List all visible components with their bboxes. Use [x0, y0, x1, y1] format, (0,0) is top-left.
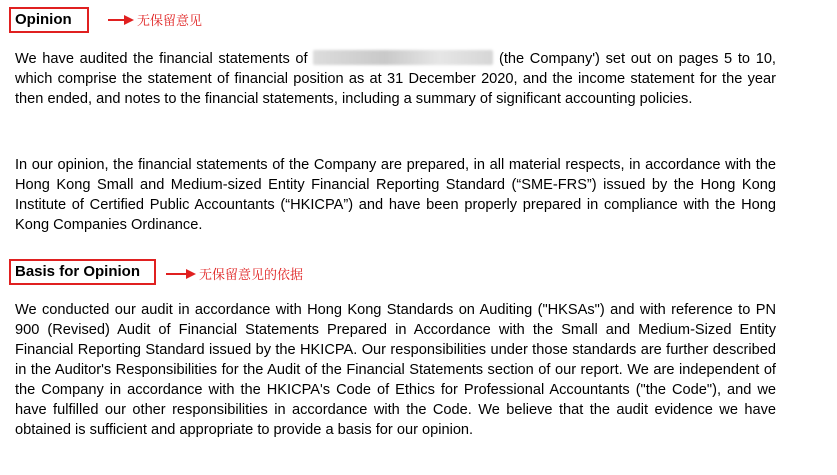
basis-annotation-text: 无保留意见的依据: [199, 268, 304, 283]
opinion-annotation-text: 无保留意见: [137, 14, 203, 29]
opinion-annotation: [108, 10, 202, 29]
opinion-paragraph-1-rest: (the Company') set out on pages 5 to 10, which comprise the statement of financial position as at 31 December 2020, and the income statement for the year then ended, and notes to the financial statements, including a summary of significant accounting policies.: [15, 51, 776, 107]
basis-paragraph: We conducted our audit in accordance with Hong Kong Standards on Auditing ("HKSAs") and with reference to PN 900 (Revised) Audit of Financial Statements Prepared in Accordance with the Small and Medium-Sized Entity Financial Reporting Standard issued by the HKICPA. Our responsibilities under those standards are further described in the Auditor's Responsibilities for the Audit of the Financial Statements section of our report. We are independent of the Company in accordance with the HKICPA's Code of Ethics for Professional Accountants ("the Code"), and we have fulfilled our other responsibilities in accordance with the Code. We believe that the audit evidence we have obtained is sufficient and appropriate to provide a basis for our opinion.: [15, 302, 776, 438]
basis-annotation: [166, 264, 303, 283]
right-arrow-icon: [166, 268, 196, 280]
opinion-paragraph-1-start: We have audited the financial statements of: [15, 51, 308, 67]
opinion-heading: Opinion: [9, 7, 89, 33]
opinion-paragraph-2: In our opinion, the financial statements of the Company are prepared, in all material respects, in accordance with the Hong Kong Small and Medium-sized Entity Financial Reporting Standard (“SME-FRS”) issued by the Hong Kong Institute of Certified Public Accountants (“HKICPA”) and have been properly prepared in compliance with the Hong Kong Companies Ordinance.: [15, 157, 776, 233]
basis-heading: Basis for Opinion: [9, 259, 156, 285]
redacted-company-name: [313, 50, 493, 65]
opinion-paragraph-1: [15, 49, 776, 109]
right-arrow-icon: [108, 14, 134, 26]
